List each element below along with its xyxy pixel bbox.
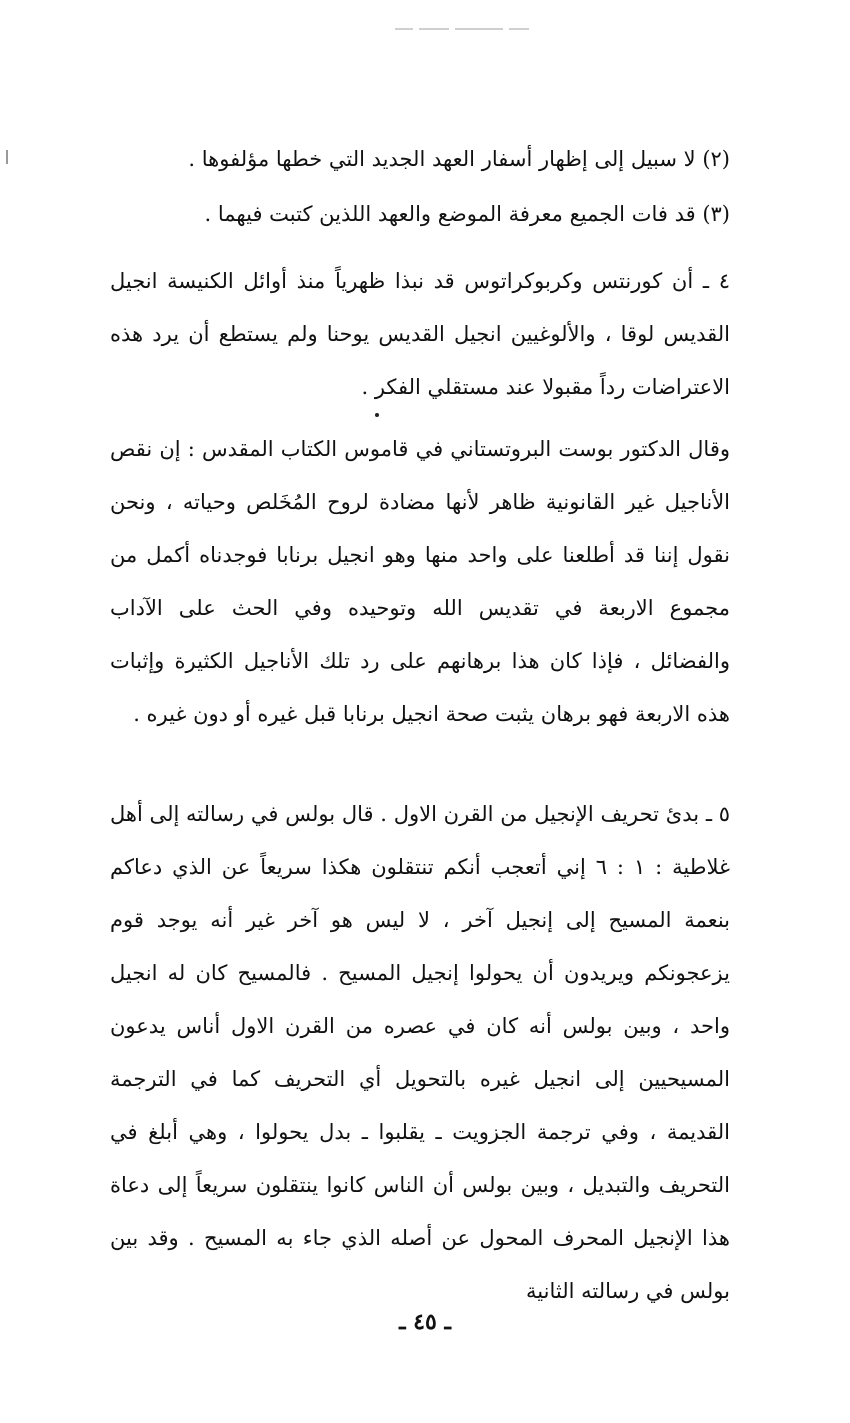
page-edge-mark [6, 150, 12, 164]
footnote-2: (٢) لا سبيل إلى إظهار أسفار العهد الجديد التي خطها مؤلفوها . [188, 147, 730, 171]
scan-artifact [395, 18, 555, 28]
paragraph-dr-post: وقال الدكتور بوست البروتستاني في قاموس الكتاب المقدس : إن نقص الأناجيل غير القانونية ظاهر لأنها مضادة لروح المُخَلص وحياته ، ونحن نقول إننا قد أطلعنا على واحد منها وهو انجيل برنابا فوجدناه أكمل من مجموع الاربعة في تقديس الله وتوحيده وفي الحث على الآداب والفضائل ، فإذا كان هذا برهانهم على رد تلك الأناجيل الكثيرة وإثبات هذه الاربعة فهو برهان يثبت صحة انجيل برنابا قبل غيره أو دون غيره . [110, 437, 730, 726]
paragraph-4: ٤ ـ أن كورنتس وكربوكراتوس قد نبذا ظهرياً منذ أوائل الكنيسة انجيل القديس لوقا ، والألوغيين انجيل القديس يوحنا ولم يستطع أن يرد هذه الاعتراضات رداً مقبولا عند مستقلي الفكر . [110, 269, 730, 399]
page-number: ـ ٤٥ ـ [399, 1309, 451, 1335]
ink-dot [375, 413, 379, 417]
footnote-3: (٣) قد فات الجميع معرفة الموضع والعهد اللذين كتبت فيهما . [204, 202, 730, 226]
paragraph-5: ٥ ـ بدئ تحريف الإنجيل من القرن الاول . قال بولس في رسالته إلى أهل غلاطية : ١ : ٦ إني أتعجب أنكم تنتقلون هكذا سريعاً عن الذي دعاكم بنعمة المسيح إلى إنجيل آخر ، لا ليس هو آخر غير أنه يوجد قوم يزعجونكم ويريدون أن يحولوا إنجيل المسيح . فالمسيح كان له انجيل واحد ، وبين بولس أنه كان في عصره من القرن الاول أناس يدعون المسيحيين إلى انجيل غيره بالتحويل أي التحريف كما في الترجمة القديمة ، وفي ترجمة الجزويت ـ يقلبوا ـ بدل يحولوا ، وهي أبلغ في التحريف والتبديل ، وبين بولس أن الناس كانوا ينتقلون سريعاً إلى دعاة هذا الإنجيل المحرف المحول عن أصله الذي جاء به المسيح . وقد بين بولس في رسالته الثانية [110, 802, 730, 1303]
